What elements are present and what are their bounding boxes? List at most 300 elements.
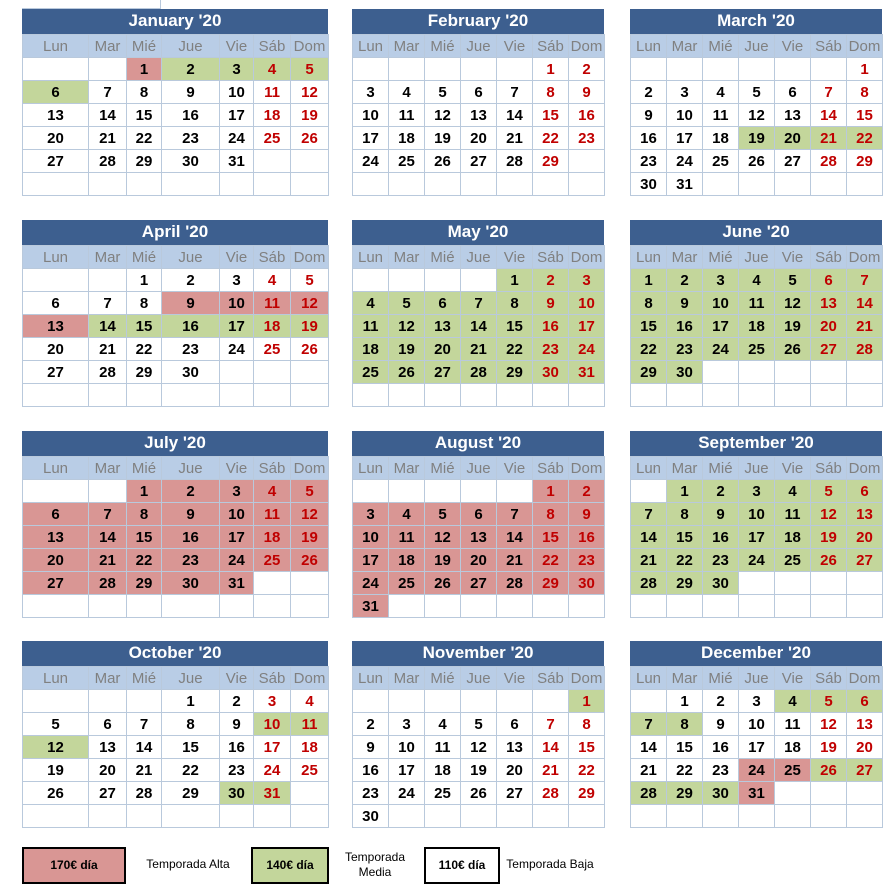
empty-cell [739, 361, 775, 384]
day-cell: 18 [353, 338, 389, 361]
day-cell: 16 [220, 736, 254, 759]
empty-cell [254, 150, 291, 173]
day-cell: 7 [89, 503, 127, 526]
day-cell: 19 [23, 759, 89, 782]
day-cell: 5 [291, 480, 329, 503]
empty-cell [533, 690, 569, 713]
empty-cell [127, 173, 162, 196]
day-cell: 22 [847, 127, 883, 150]
empty-cell [847, 173, 883, 196]
week-row [23, 690, 329, 713]
day-cell: 27 [497, 782, 533, 805]
day-cell: 20 [23, 127, 89, 150]
weekday-label: Sáb [811, 246, 847, 269]
day-cell: 12 [811, 503, 847, 526]
month-calendar [630, 9, 882, 196]
day-cell: 7 [533, 713, 569, 736]
empty-cell [89, 480, 127, 503]
day-cell: 3 [220, 480, 254, 503]
day-cell: 1 [847, 58, 883, 81]
day-cell: 18 [254, 315, 291, 338]
day-cell: 29 [162, 782, 220, 805]
week-row [353, 595, 605, 618]
day-cell: 31 [739, 782, 775, 805]
day-cell: 9 [569, 503, 605, 526]
day-cell: 7 [497, 81, 533, 104]
day-cell: 13 [89, 736, 127, 759]
empty-cell [353, 269, 389, 292]
day-cell: 26 [425, 572, 461, 595]
weekday-label: Dom [291, 667, 329, 690]
empty-cell [533, 173, 569, 196]
day-cell: 19 [425, 549, 461, 572]
day-cell: 31 [569, 361, 605, 384]
day-cell: 3 [353, 81, 389, 104]
week-row [23, 480, 329, 503]
day-cell: 29 [127, 572, 162, 595]
day-cell: 22 [667, 549, 703, 572]
day-cell: 26 [811, 549, 847, 572]
week-row [23, 338, 329, 361]
weekday-label: Lun [631, 457, 667, 480]
weekday-row [23, 457, 329, 480]
day-cell: 22 [667, 759, 703, 782]
weekday-label: Sáb [254, 457, 291, 480]
day-cell: 1 [667, 690, 703, 713]
empty-cell [23, 58, 89, 81]
day-cell: 31 [353, 595, 389, 618]
day-cell: 13 [23, 315, 89, 338]
weekday-label: Jue [461, 35, 497, 58]
weekday-label: Lun [23, 667, 89, 690]
day-cell: 23 [703, 759, 739, 782]
weekday-label: Jue [162, 667, 220, 690]
day-cell: 10 [220, 503, 254, 526]
day-cell: 20 [775, 127, 811, 150]
day-cell: 22 [162, 759, 220, 782]
empty-cell [811, 805, 847, 828]
month-calendar [22, 9, 328, 196]
day-cell: 19 [425, 127, 461, 150]
top-divider-line [22, 0, 161, 9]
week-row [353, 526, 605, 549]
day-cell: 10 [739, 713, 775, 736]
weekday-label: Jue [461, 457, 497, 480]
day-cell: 20 [425, 338, 461, 361]
empty-cell [353, 58, 389, 81]
weekday-label: Mar [89, 246, 127, 269]
day-cell: 18 [425, 759, 461, 782]
empty-cell [667, 384, 703, 407]
weekday-label: Dom [569, 246, 605, 269]
empty-cell [89, 384, 127, 407]
weekday-label: Mié [127, 35, 162, 58]
day-cell: 6 [847, 690, 883, 713]
week-row [353, 292, 605, 315]
empty-cell [703, 595, 739, 618]
month-title: April '20 [22, 220, 328, 245]
week-row [631, 315, 883, 338]
day-cell: 4 [353, 292, 389, 315]
month-title: May '20 [352, 220, 604, 245]
day-cell: 10 [703, 292, 739, 315]
day-cell: 15 [533, 104, 569, 127]
day-cell: 11 [254, 81, 291, 104]
day-cell: 14 [497, 104, 533, 127]
day-cell: 24 [220, 549, 254, 572]
empty-cell [497, 690, 533, 713]
week-row [353, 480, 605, 503]
day-cell: 28 [89, 150, 127, 173]
empty-cell [425, 173, 461, 196]
weekday-label: Vie [497, 457, 533, 480]
day-cell: 7 [847, 269, 883, 292]
weekday-label: Mié [703, 667, 739, 690]
day-cell: 2 [703, 480, 739, 503]
day-cell: 15 [127, 104, 162, 127]
weekday-label: Vie [497, 35, 533, 58]
week-row [23, 526, 329, 549]
empty-cell [533, 595, 569, 618]
day-cell: 27 [23, 361, 89, 384]
day-cell: 3 [220, 58, 254, 81]
day-cell: 26 [23, 782, 89, 805]
day-cell: 18 [291, 736, 329, 759]
day-cell: 30 [162, 361, 220, 384]
day-cell: 2 [162, 58, 220, 81]
empty-cell [461, 58, 497, 81]
weekday-label: Mar [389, 457, 425, 480]
day-cell: 13 [775, 104, 811, 127]
empty-cell [425, 384, 461, 407]
day-cell: 11 [254, 503, 291, 526]
empty-cell [389, 173, 425, 196]
empty-cell [533, 384, 569, 407]
day-cell: 15 [569, 736, 605, 759]
weekday-label: Sáb [254, 667, 291, 690]
week-row [631, 81, 883, 104]
empty-cell [291, 361, 329, 384]
day-cell: 26 [811, 759, 847, 782]
day-cell: 16 [703, 736, 739, 759]
day-cell: 12 [291, 292, 329, 315]
day-cell: 14 [533, 736, 569, 759]
empty-cell [811, 595, 847, 618]
day-cell: 20 [811, 315, 847, 338]
day-cell: 19 [291, 315, 329, 338]
day-cell: 7 [89, 81, 127, 104]
day-cell: 14 [461, 315, 497, 338]
weekday-label: Mar [89, 35, 127, 58]
weekday-label: Lun [353, 457, 389, 480]
day-cell: 20 [89, 759, 127, 782]
day-cell: 3 [703, 269, 739, 292]
day-cell: 27 [775, 150, 811, 173]
week-row [23, 81, 329, 104]
day-cell: 14 [89, 315, 127, 338]
week-row [23, 759, 329, 782]
empty-cell [425, 58, 461, 81]
empty-cell [127, 690, 162, 713]
day-cell: 19 [811, 526, 847, 549]
weekday-label: Vie [497, 667, 533, 690]
weekday-label: Mar [89, 457, 127, 480]
week-row [353, 782, 605, 805]
weekday-label: Sáb [811, 35, 847, 58]
week-row [23, 173, 329, 196]
day-cell: 29 [127, 150, 162, 173]
day-cell: 18 [254, 526, 291, 549]
day-cell: 1 [533, 58, 569, 81]
week-row [23, 736, 329, 759]
empty-cell [775, 384, 811, 407]
empty-cell [89, 173, 127, 196]
day-cell: 3 [220, 269, 254, 292]
day-cell: 23 [569, 549, 605, 572]
empty-cell [220, 173, 254, 196]
day-cell: 14 [811, 104, 847, 127]
legend-baja-price: 110€ día [424, 847, 500, 884]
empty-cell [254, 595, 291, 618]
empty-cell [739, 173, 775, 196]
day-cell: 8 [631, 292, 667, 315]
day-cell: 8 [127, 503, 162, 526]
day-cell: 5 [425, 503, 461, 526]
day-cell: 15 [667, 736, 703, 759]
month-title: June '20 [630, 220, 882, 245]
empty-cell [162, 595, 220, 618]
day-cell: 21 [631, 549, 667, 572]
empty-cell [847, 595, 883, 618]
day-cell: 19 [811, 736, 847, 759]
day-cell: 21 [89, 549, 127, 572]
empty-cell [703, 384, 739, 407]
day-cell: 7 [811, 81, 847, 104]
day-cell: 4 [703, 81, 739, 104]
empty-cell [389, 805, 425, 828]
day-cell: 5 [461, 713, 497, 736]
day-cell: 18 [254, 104, 291, 127]
weekday-label: Lun [631, 667, 667, 690]
empty-cell [631, 58, 667, 81]
weekday-label: Dom [291, 457, 329, 480]
day-cell: 4 [775, 480, 811, 503]
day-cell: 11 [254, 292, 291, 315]
empty-cell [353, 480, 389, 503]
day-cell: 22 [127, 549, 162, 572]
empty-cell [811, 384, 847, 407]
empty-cell [291, 782, 329, 805]
month-title: September '20 [630, 431, 882, 456]
weekday-row [353, 35, 605, 58]
day-cell: 15 [533, 526, 569, 549]
day-cell: 29 [533, 150, 569, 173]
day-cell: 11 [389, 104, 425, 127]
empty-cell [667, 595, 703, 618]
day-cell: 5 [291, 58, 329, 81]
day-cell: 20 [847, 736, 883, 759]
empty-cell [631, 480, 667, 503]
day-cell: 16 [667, 315, 703, 338]
weekday-label: Vie [220, 246, 254, 269]
day-cell: 1 [127, 269, 162, 292]
weekday-label: Dom [569, 667, 605, 690]
weekday-label: Mar [89, 667, 127, 690]
day-cell: 1 [569, 690, 605, 713]
day-cell: 6 [847, 480, 883, 503]
week-row [23, 549, 329, 572]
day-cell: 1 [497, 269, 533, 292]
empty-cell [533, 805, 569, 828]
weekday-label: Vie [497, 246, 533, 269]
empty-cell [162, 384, 220, 407]
weekday-row [353, 246, 605, 269]
day-cell: 24 [353, 572, 389, 595]
day-cell: 6 [775, 81, 811, 104]
day-cell: 18 [775, 736, 811, 759]
day-cell: 10 [353, 104, 389, 127]
day-cell: 20 [23, 338, 89, 361]
month-calendar [22, 220, 328, 407]
day-cell: 24 [667, 150, 703, 173]
weekday-label: Mar [389, 35, 425, 58]
day-cell: 26 [739, 150, 775, 173]
empty-cell [739, 384, 775, 407]
day-cell: 25 [353, 361, 389, 384]
empty-cell [497, 480, 533, 503]
day-cell: 13 [847, 713, 883, 736]
day-cell: 6 [23, 292, 89, 315]
day-cell: 31 [667, 173, 703, 196]
day-cell: 16 [631, 127, 667, 150]
day-cell: 10 [667, 104, 703, 127]
day-cell: 15 [127, 315, 162, 338]
day-cell: 17 [353, 127, 389, 150]
day-cell: 25 [389, 150, 425, 173]
day-cell: 31 [220, 150, 254, 173]
day-cell: 19 [739, 127, 775, 150]
day-cell: 18 [703, 127, 739, 150]
day-cell: 12 [425, 104, 461, 127]
day-cell: 29 [533, 572, 569, 595]
weekday-label: Vie [775, 667, 811, 690]
week-row [23, 58, 329, 81]
empty-cell [775, 173, 811, 196]
day-cell: 24 [389, 782, 425, 805]
day-cell: 18 [389, 127, 425, 150]
day-cell: 2 [353, 713, 389, 736]
day-cell: 17 [569, 315, 605, 338]
day-cell: 31 [254, 782, 291, 805]
day-cell: 11 [353, 315, 389, 338]
day-cell: 18 [739, 315, 775, 338]
day-cell: 3 [389, 713, 425, 736]
weekday-label: Lun [353, 667, 389, 690]
day-cell: 15 [667, 526, 703, 549]
day-cell: 12 [291, 81, 329, 104]
month-calendar [630, 431, 882, 618]
weekday-label: Lun [23, 457, 89, 480]
legend-media-label [335, 850, 415, 880]
week-row [353, 269, 605, 292]
month-calendar [352, 220, 604, 407]
week-row [631, 361, 883, 384]
empty-cell [569, 150, 605, 173]
month-calendar [22, 641, 328, 828]
day-cell: 9 [162, 503, 220, 526]
weekday-label: Lun [353, 246, 389, 269]
empty-cell [847, 782, 883, 805]
day-cell: 9 [703, 713, 739, 736]
empty-cell [569, 595, 605, 618]
day-cell: 21 [461, 338, 497, 361]
day-cell: 8 [533, 81, 569, 104]
day-cell: 1 [127, 480, 162, 503]
day-cell: 24 [739, 549, 775, 572]
empty-cell [847, 361, 883, 384]
week-row [353, 759, 605, 782]
week-row [353, 384, 605, 407]
day-cell: 10 [254, 713, 291, 736]
weekday-label: Vie [775, 246, 811, 269]
day-cell: 9 [667, 292, 703, 315]
day-cell: 12 [425, 526, 461, 549]
day-cell: 2 [569, 480, 605, 503]
day-cell: 29 [497, 361, 533, 384]
week-row [631, 690, 883, 713]
empty-cell [89, 269, 127, 292]
week-row [353, 361, 605, 384]
day-cell: 27 [23, 572, 89, 595]
month-title: October '20 [22, 641, 328, 666]
week-row [23, 503, 329, 526]
day-cell: 16 [533, 315, 569, 338]
weekday-label: Sáb [533, 457, 569, 480]
weekday-row [631, 667, 883, 690]
week-row [631, 572, 883, 595]
weekday-row [23, 667, 329, 690]
day-cell: 2 [631, 81, 667, 104]
day-cell: 21 [497, 127, 533, 150]
day-cell: 15 [497, 315, 533, 338]
day-cell: 24 [703, 338, 739, 361]
day-cell: 2 [533, 269, 569, 292]
month-title: August '20 [352, 431, 604, 456]
day-cell: 17 [703, 315, 739, 338]
day-cell: 13 [811, 292, 847, 315]
day-cell: 25 [291, 759, 329, 782]
day-cell: 5 [811, 690, 847, 713]
day-cell: 6 [23, 503, 89, 526]
empty-cell [631, 690, 667, 713]
week-row [353, 503, 605, 526]
day-cell: 22 [631, 338, 667, 361]
empty-cell [89, 595, 127, 618]
empty-cell [461, 384, 497, 407]
weekday-label: Sáb [533, 667, 569, 690]
empty-cell [497, 173, 533, 196]
day-cell: 1 [127, 58, 162, 81]
week-row [23, 127, 329, 150]
weekday-label: Mié [425, 457, 461, 480]
empty-cell [497, 58, 533, 81]
day-cell: 28 [127, 782, 162, 805]
month-title: November '20 [352, 641, 604, 666]
empty-cell [425, 269, 461, 292]
week-row [353, 104, 605, 127]
day-cell: 17 [389, 759, 425, 782]
day-cell: 2 [569, 58, 605, 81]
